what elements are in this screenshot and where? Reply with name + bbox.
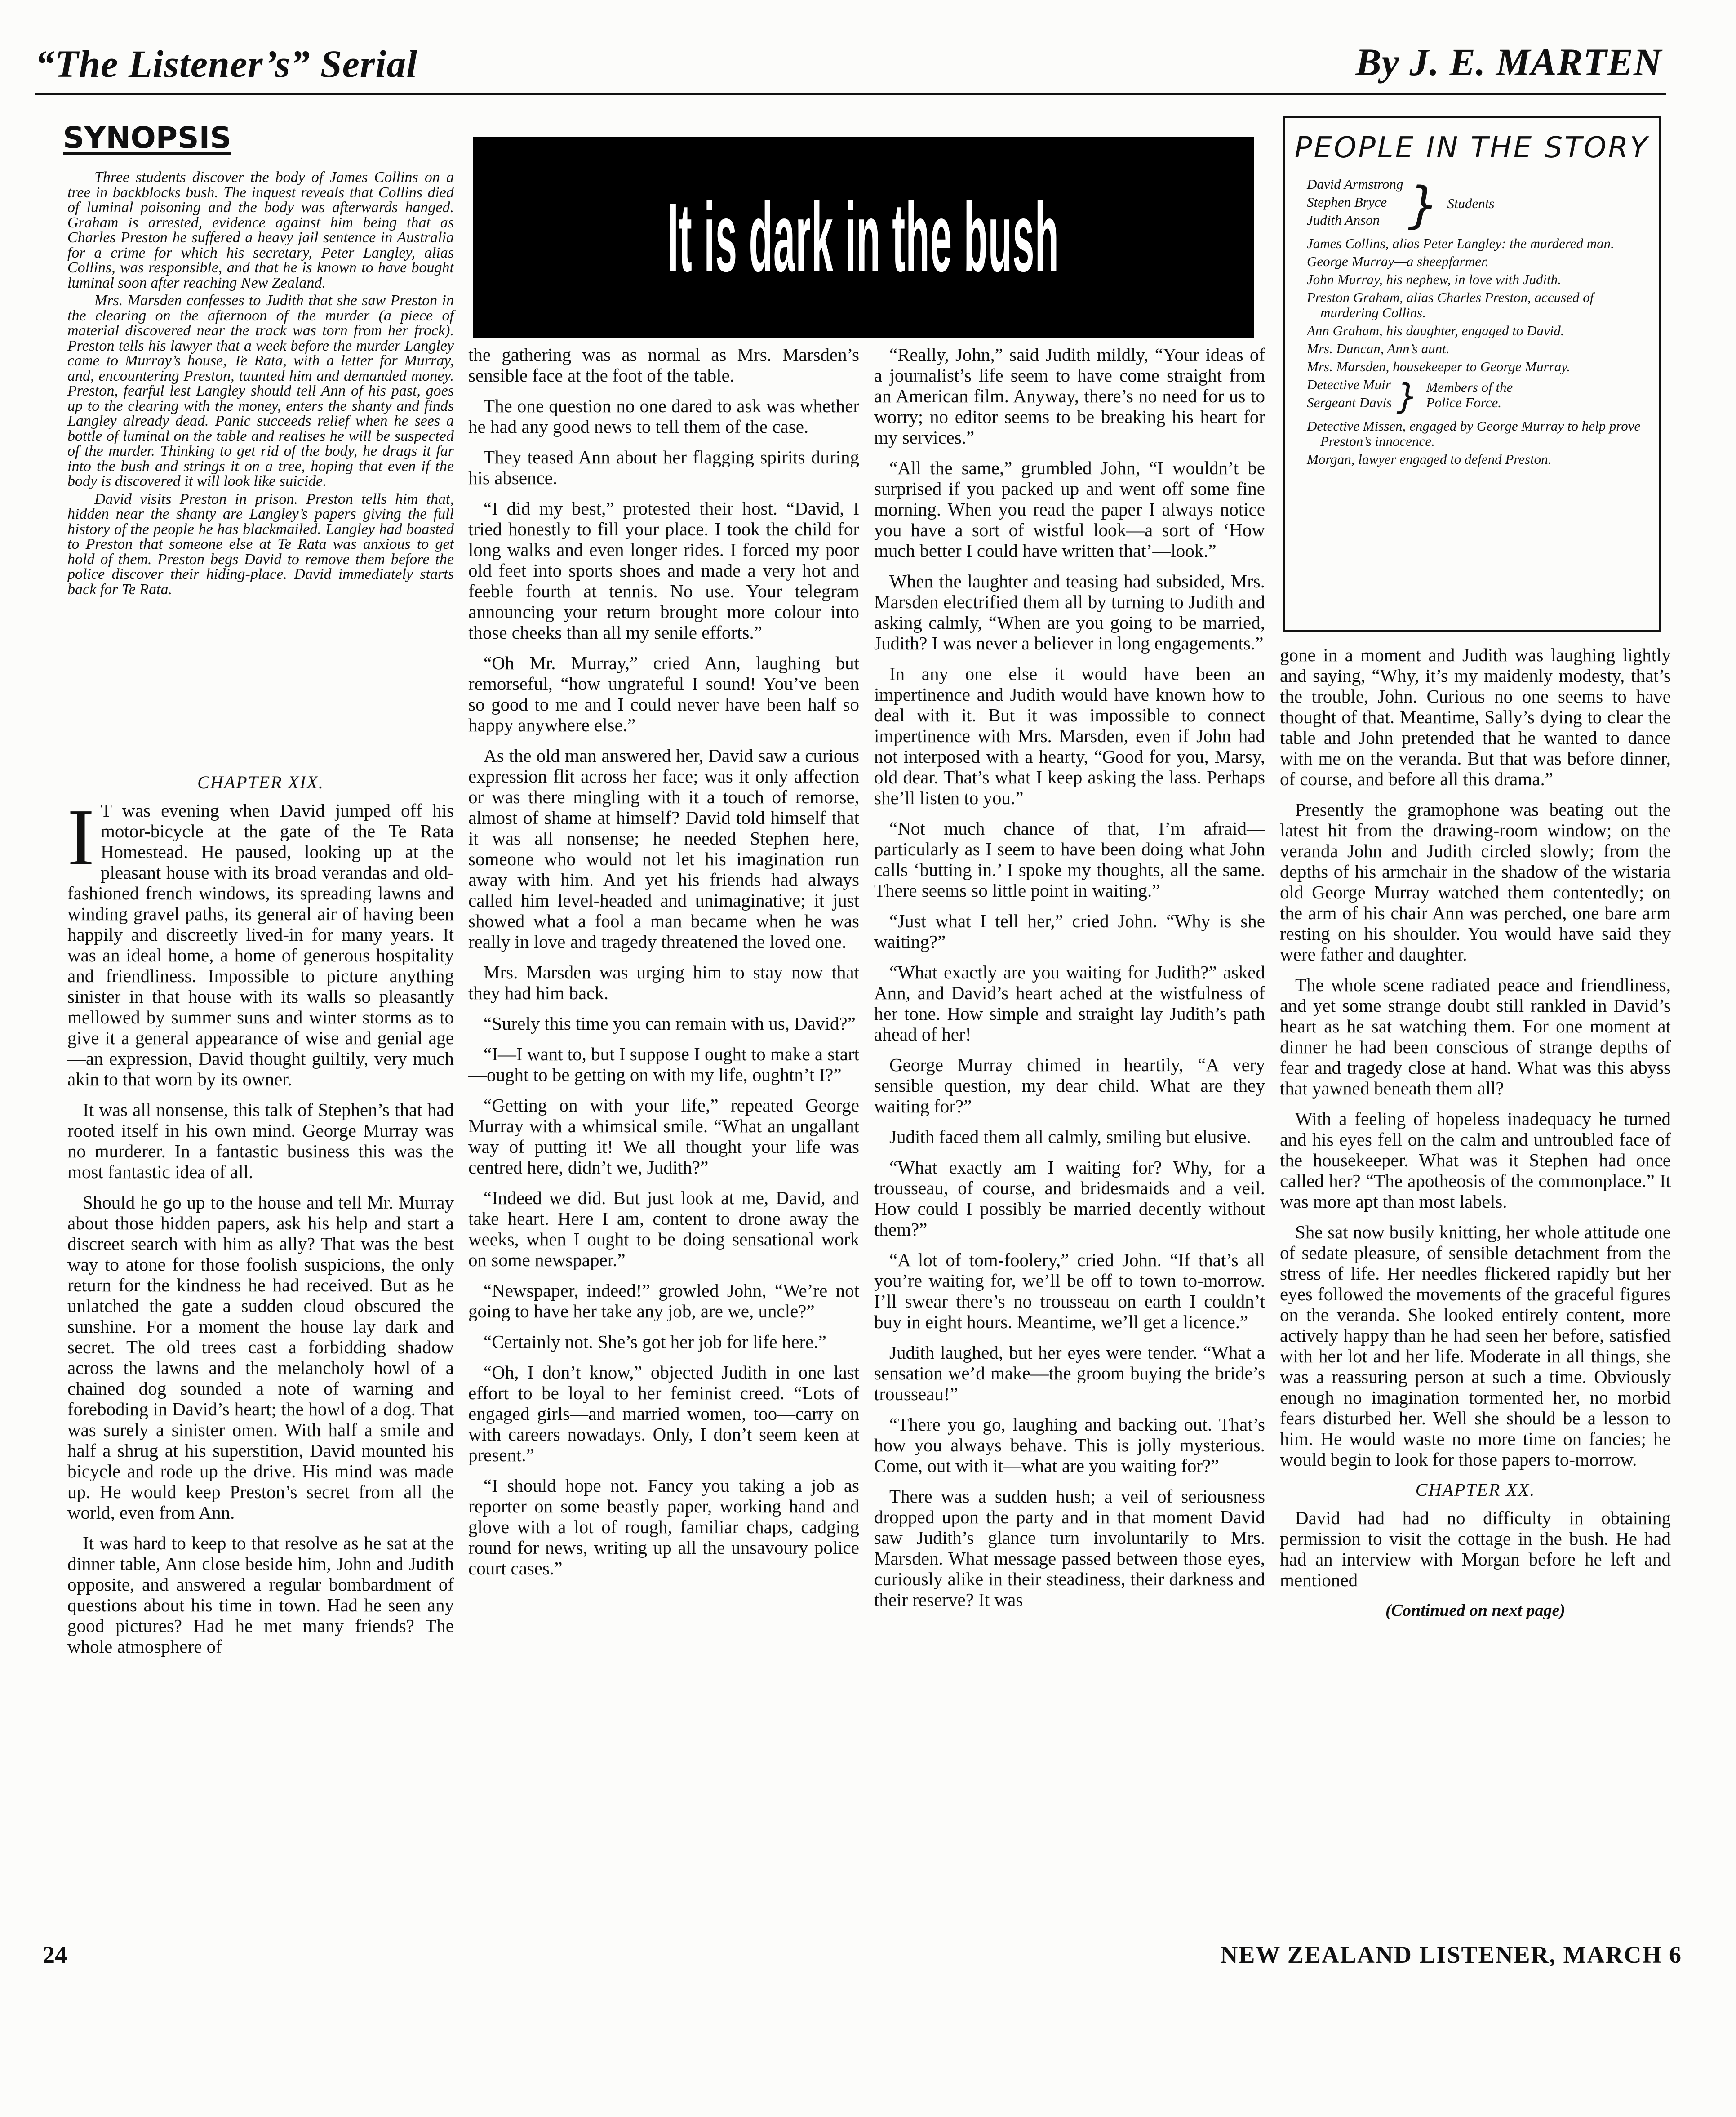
serial-header: “The Listener’s” Serial <box>35 42 418 85</box>
story-paragraph: Should he go up to the house and tell Mr. Murray about those hidden papers, ask his help and start a discreet search with him as ally? That was the best way to atone for those foolish suspicions, the only return for the kindness he had received. But as he unlatched the gate a sudden cloud obscured the sunshine. For a moment the house lay dark and secret. The old trees cast a forbidding shadow across the lawns and the melancholy howl of a chained dog sounded a note of warning and foreboding in David’s heart; the howl of a dog. That was surely a sinister omen. With half a smile and half a shrug at his superstition, David mounted his bicycle and rode up the drive. His mind was made up. He would keep Preston’s secret from all the world, even from Ann. <box>67 1192 454 1523</box>
page-number: 24 <box>43 1941 67 1968</box>
person-entry: Mrs. Marsden, housekeeper to George Murray. <box>1307 359 1571 374</box>
person-entry: Detective Missen, engaged by George Murray to help prove Preston’s innocence. <box>1307 418 1641 449</box>
person-entry: Mrs. Duncan, Ann’s aunt. <box>1307 341 1450 356</box>
person-entry: Ann Graham, his daughter, engaged to David. <box>1307 323 1564 338</box>
story-paragraph: “All the same,” grumbled John, “I wouldn’t be surprised if you packed up and went off some fine morning. When you read the paper I always notice you have a sort of wistful look—a sort of ‘How much better I could have written that’—look.” <box>874 458 1265 561</box>
police-group <box>1307 377 1643 416</box>
story-paragraph: In any one else it would have been an impertinence and Judith would have known how to deal with it. But it was impossible to connect impertinence with Mrs. Marsden, even if John had not interposed with a hearty, “Good for you, Marsy, old dear. That’s what I keep asking the lass. Perhaps she’ll listen to you.” <box>874 663 1265 808</box>
story-paragraph: “Not much chance of that, I’m afraid—particularly as I seem to have been doing what John calls ‘butting in.’ I spoke my thoughts, all the same. There seems so little point in waiting.” <box>874 818 1265 901</box>
story-paragraph: “Just what I tell her,” cried John. “Why is she waiting?” <box>874 911 1265 952</box>
person-name: Judith Anson <box>1307 212 1380 228</box>
people-list <box>1285 177 1659 467</box>
group-label: Students <box>1447 196 1495 211</box>
story-paragraph: When the laughter and teasing had subsided, Mrs. Marsden electrified them all by turning to Judith and asking calmly, “When are you going to be married, Judith? I was never a believer in long engagements.” <box>874 571 1265 654</box>
story-paragraph: It was all nonsense, this talk of Stephen’s that had rooted itself in his own mind. George Murray was no murderer. In a fantastic business this was the most fantastic idea of all. <box>67 1099 454 1182</box>
story-paragraph: “Getting on with your life,” repeated George Murray with a whimsical smile. “What an ungallant way of putting it! We all thought your life was centred here, didn’t we, Judith?” <box>468 1095 859 1178</box>
story-paragraph: “What exactly am I waiting for? Why, for a trousseau, of course, and bridesmaids and a veil. How could I possibly be married decently without them?” <box>874 1157 1265 1240</box>
story-title: It is dark in the bush <box>667 182 1060 292</box>
drop-cap: I <box>67 792 94 882</box>
story-paragraph: They teased Ann about her flagging spirits during his absence. <box>468 447 859 488</box>
column-1 <box>67 768 454 1667</box>
synopsis-paragraph: Three students discover the body of James Collins on a tree in backblocks bush. The inquest reveals that Collins died of luminal poisoning and the body was afterwards hanged. Graham is arrested, evidence against him being that as Charles Preston he suffered a heavy jail sentence in Australia for a crime for which his secretary, Peter Langley, alias Collins, was responsible, and that he is known to have bought luminal soon after reaching New Zealand. <box>67 169 454 291</box>
story-paragraph: David had had no difficulty in obtaining permission to visit the cottage in the bush. He had had an interview with Morgan before he left and mentioned <box>1280 1508 1671 1590</box>
story-paragraph: “I—I want to, but I suppose I ought to make a start—ought to be getting on with my life, oughtn’t I?” <box>468 1044 859 1085</box>
story-paragraph: “Newspaper, indeed!” growled John, “We’re not going to have her take any job, are we, uncle?” <box>468 1280 859 1321</box>
continued-notice: (Continued on next page) <box>1385 1601 1566 1620</box>
person-entry: George Murray—a sheepfarmer. <box>1307 254 1489 269</box>
header-rule <box>35 93 1666 95</box>
people-box-title: PEOPLE IN THE STORY <box>1294 131 1650 165</box>
synopsis-paragraph: Mrs. Marsden confesses to Judith that she saw Preston in the clearing on the afternoon of the murder (a piece of material discovered near the track was torn from her frock). Preston tells his lawyer that a week before the murder Langley came to Murray’s house, Te Rata, with a letter for Murray, and, encountering Preston, taunted him and demanded money. Preston, fearful lest Langley should tell Ann of his past, goes up to the clearing with the money, enters the shanty and finds Langley already dead. Panic succeeds relief when he sees a bottle of luminal on the table and realises he will be suspected of the murder. Thinking to get rid of the body, he drags it far into the bush and strings it on a tree, hoping that even if the body is discovered it will look like suicide. <box>67 292 454 489</box>
story-paragraph: Judith faced them all calmly, smiling but elusive. <box>889 1126 1251 1147</box>
story-paragraph: “Oh Mr. Murray,” cried Ann, laughing but remorseful, “how ungrateful I sound! You’ve been so good to me and I could never have been half so happy anywhere else.” <box>468 653 859 735</box>
story-paragraph: “I did my best,” protested their host. “David, I tried honestly to fill your place. I took the child for long walks and even longer rides. I forced my poor old feet into sports shoes and made a very hot and feeble fourth at tennis. No use. Your telegram announcing your return brought more colour into those cheeks than all my senile efforts.” <box>468 498 859 643</box>
person-entry: John Murray, his nephew, in love with Judith. <box>1307 271 1561 287</box>
opening-paragraph <box>67 792 454 1090</box>
story-paragraph: “Oh, I don’t know,” objected Judith in one last effort to be loyal to her feminist creed. “Lots of engaged girls—and married women, too—carry on with careers nowadays. Only, I don’t seem keen at present.” <box>468 1362 859 1465</box>
column-4 <box>1280 645 1671 1621</box>
publication-footer: NEW ZEALAND LISTENER, MARCH 6 <box>1220 1941 1682 1968</box>
author-byline: By J. E. MARTEN <box>1355 40 1662 84</box>
story-paragraph: There was a sudden hush; a veil of seriousness dropped upon the party and in that moment David saw Judith’s glance turn involuntarily to Mrs. Marsden. What message passed between those eyes, curiously alike in their steadiness, their darkness and their reserve? It was <box>874 1486 1265 1610</box>
person-entry: James Collins, alias Peter Langley: the murdered man. <box>1307 236 1614 251</box>
story-paragraph: The one question no one dared to ask was whether he had any good news to tell them of the case. <box>468 396 859 437</box>
story-paragraph: It was hard to keep to that resolve as he sat at the dinner table, Ann close beside him, John and Judith opposite, and answered a regular bombardment of questions about his time in town. Had he seen any good pictures? Had he met many friends? The whole atmosphere of <box>67 1533 454 1657</box>
column-2 <box>468 344 859 1588</box>
story-paragraph: “Indeed we did. But just look at me, David, and take heart. Here I am, content to drone away the weeks, when I ought to be doing sensational work on some newspaper.” <box>468 1187 859 1270</box>
story-paragraph: George Murray chimed in heartily, “A very sensible question, my dear child. What are they waiting for?” <box>874 1054 1265 1116</box>
story-paragraph: Presently the gramophone was beating out the latest hit from the drawing-room window; on the veranda John and Judith circled slowly; from the depths of his armchair in the shadow of the wistaria old George Murray watched them contentedly; on the arm of his chair Ann was perched, one bare arm resting on his shoulder. You would have said they were father and daughter. <box>1280 799 1671 965</box>
person-name: Sergeant Davis <box>1307 395 1392 410</box>
story-paragraph: “Surely this time you can remain with us, David?” <box>484 1013 856 1034</box>
synopsis-text <box>67 170 454 600</box>
person-name: Stephen Bryce <box>1307 194 1387 210</box>
story-paragraph: She sat now busily knitting, her whole attitude one of sedate pleasure, of sensible detachment from the stress of life. Her needles flickered rapidly but her eyes followed the movements of the graceful figures on the veranda. She looked entirely content, more actively happy than he had seen her before, satisfied with her lot and her life. Moderate in all things, she was a reassuring person at such a time. Obviously enough no imagination tormented her, no morbid fears disturbed her. Well she should be a lesson to him. He would waste no more time on fancies; he would begin to look for those papers to-morrow. <box>1280 1222 1671 1470</box>
opening-text: T was evening when David jumped off his motor-bicycle at the gate of the Te Rata Homestead. He paused, looking up at the pleasant house with its broad verandas and old-fashioned french windows, its spreading lawns and winding gravel paths, its general air of having been happily and discreetly lived-in for many years. It was an ideal home, a home of generous hospitality and friendliness. Impossible to picture anything sinister in that house with its walls so pleasantly mellowed by summer suns and winter storms as to give it a general appearance of wise and genial age—an expression, David thought guiltily, very much akin to that worn by its owner. <box>67 800 454 1090</box>
story-paragraph: Judith laughed, but her eyes were tender. “What a sensation we’d make—the groom buying the bride’s trousseau!” <box>874 1342 1265 1404</box>
story-paragraph: “I should hope not. Fancy you taking a job as reporter on some beastly paper, working hand and glove with a lot of rough, familiar chaps, cadging round for news, writing up all the unsavoury police court cases.” <box>468 1475 859 1579</box>
story-paragraph: The whole scene radiated peace and friendliness, and yet some strange doubt still rankled in David’s heart as he sat watching them. For one moment at dinner he had been conscious of strange depths of fear and tragedy close at hand. What was this abyss that yawned beneath them all? <box>1280 974 1671 1099</box>
chapter-heading: CHAPTER XX. <box>1415 1480 1536 1500</box>
person-entry: Preston Graham, alias Charles Preston, accused of murdering Collins. <box>1307 289 1594 320</box>
story-paragraph: “What exactly are you waiting for Judith?” asked Ann, and David’s heart ached at the wistfulness of her tone. How simple and straight lay Judith’s path ahead of her! <box>874 962 1265 1045</box>
person-name: Detective Muir <box>1307 377 1391 392</box>
story-paragraph: “There you go, laughing and backing out. That’s how you always behave. This is jolly mysterious. Come, out with it—what are you waiting for?” <box>874 1414 1265 1476</box>
story-paragraph: “Really, John,” said Judith mildly, “Your ideas of a journalist’s life seem to have come straight from an American film. Anyway, there’s no need for us to worry; no editor seems to be breaking his heart for my services.” <box>874 344 1265 448</box>
story-title-banner <box>473 137 1254 338</box>
students-group <box>1307 177 1643 233</box>
story-paragraph: As the old man answered her, David saw a curious expression flit across her face; was it only affection or was there mingling with it a touch of remorse, almost of shame at himself? David told himself that it was all nonsense; he needed Stephen here, someone who would not let his imagination run away with him. And yet his friends had always called him level-headed and unimaginative; it just showed what a fool a man became when he was really in love and tragedy threatened the loved one. <box>468 745 859 952</box>
story-paragraph: “Certainly not. She’s got her job for life here.” <box>484 1331 826 1352</box>
person-entry: Morgan, lawyer engaged to defend Preston. <box>1307 451 1552 467</box>
story-paragraph: With a feeling of hopeless inadequacy he turned and his eyes fell on the calm and untroubled face of the housekeeper. What was it Stephen had once called her? “The apotheosis of the commonplace.” It was more apt than most labels. <box>1280 1108 1671 1212</box>
column-3 <box>874 344 1265 1620</box>
story-paragraph: Mrs. Marsden was urging him to stay now that they had him back. <box>468 962 859 1003</box>
group-label: Members of the Police Force. <box>1426 379 1513 410</box>
story-paragraph: gone in a moment and Judith was laughing lightly and saying, “Why, it’s my maidenly modesty, that’s the trouble, John. Curious no one seems to have thought of that. Meantime, Sally’s dying to clear the table and John pretended that he wanted to dance with me on the veranda. But that was before dinner, of course, and before all this drama.” <box>1280 645 1671 789</box>
chapter-heading: CHAPTER XIX. <box>197 772 324 792</box>
synopsis-title: SYNOPSIS <box>63 120 231 155</box>
synopsis-paragraph: David visits Preston in prison. Preston tells him that, hidden near the shanty are Langley’s papers giving the full history of the people he has blackmailed. Langley had boasted to Preston that someone else at Te Rata was anxious to get hold of them. Preston begs David to remove them before the police discover their hiding-place. David immediately starts back for Te Rata. <box>67 490 454 598</box>
brace-symbol: } <box>1396 376 1418 416</box>
person-name: David Armstrong <box>1307 176 1403 192</box>
brace-symbol: } <box>1407 176 1439 234</box>
people-in-the-story-box <box>1283 116 1661 632</box>
story-paragraph: the gathering was as normal as Mrs. Marsden’s sensible face at the foot of the table. <box>468 344 859 386</box>
story-paragraph: “A lot of tom-foolery,” cried John. “If that’s all you’re waiting for, we’ll be off to town to-morrow. I’ll swear there’s no trousseau on earth I couldn’t buy in eight hours. Meantime, we’ll get a licence.” <box>874 1250 1265 1332</box>
